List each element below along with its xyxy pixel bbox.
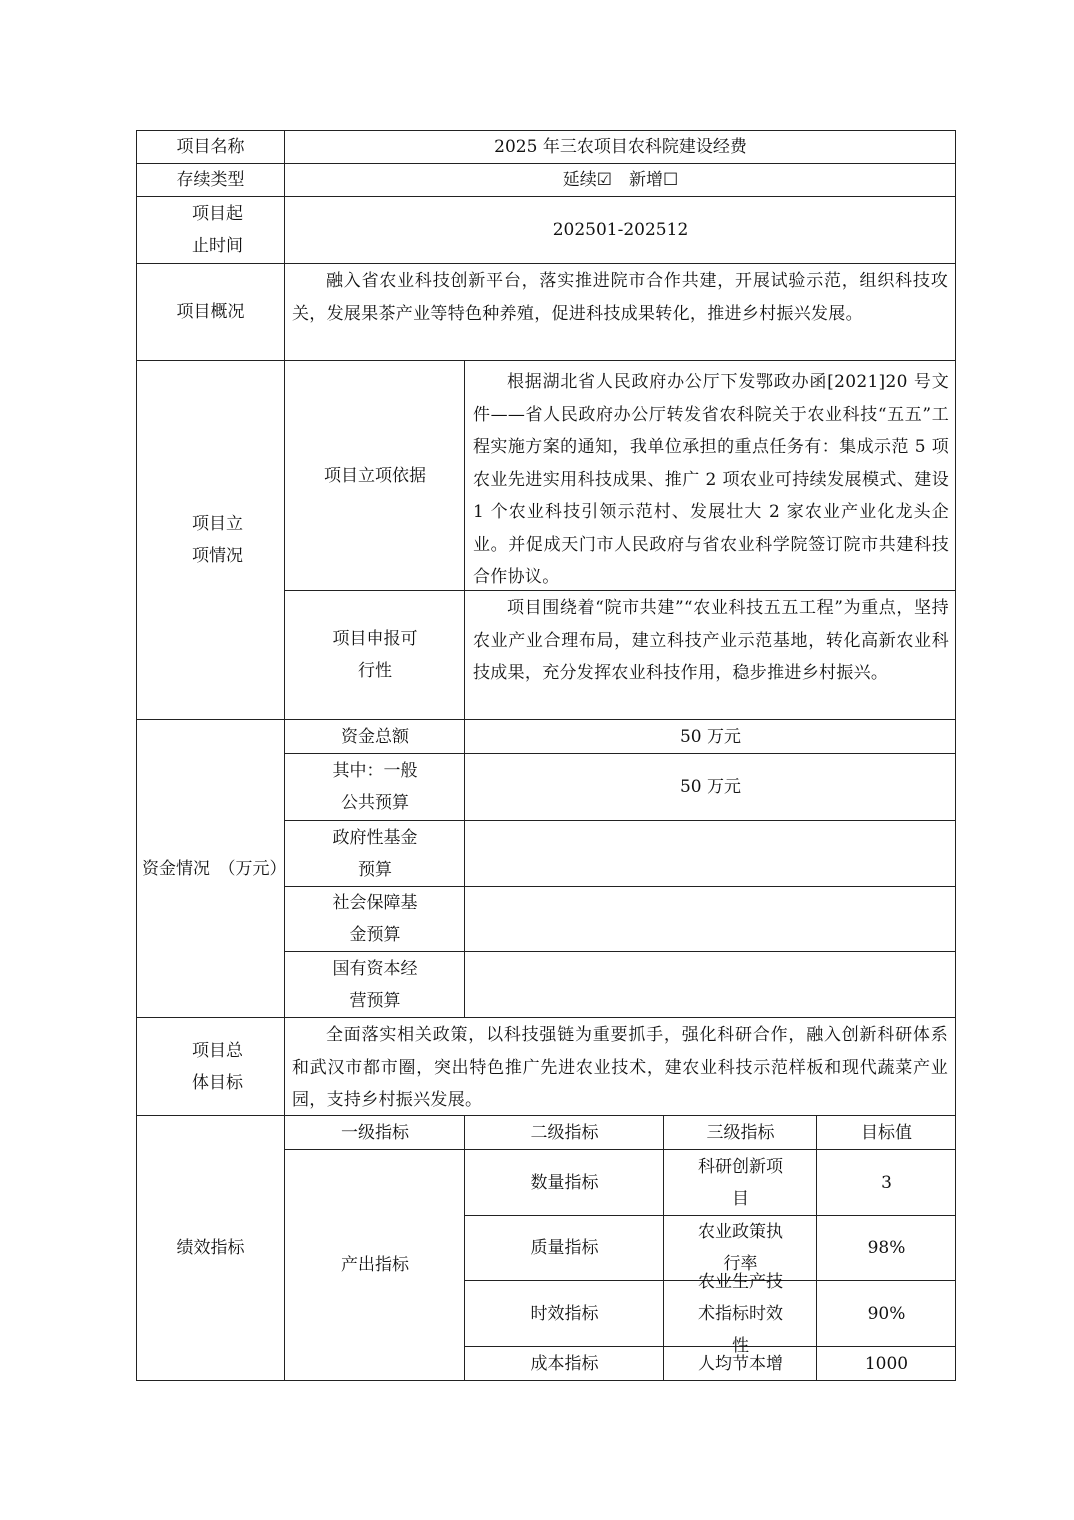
- level1-output: 产出指标: [341, 1255, 409, 1275]
- funding-row-value: [465, 820, 956, 887]
- level2-cell: 成本指标: [530, 1353, 599, 1374]
- basis-label: 项目立项依据: [324, 465, 426, 486]
- funding-row-label: 资金总额: [341, 726, 409, 747]
- funding-row-value: 50 万元: [679, 777, 742, 797]
- funding-row-label: 政府性基金预算: [332, 827, 418, 880]
- level3-cell: 科研创新项目: [698, 1156, 783, 1209]
- target-cell: 90%: [867, 1303, 906, 1324]
- funding-row-value: [465, 951, 956, 1018]
- project-name-label: 项目名称: [176, 137, 245, 157]
- funding-row-label: 社会保障基金预算: [332, 893, 418, 945]
- header-level1: 一级指标: [341, 1122, 409, 1143]
- feasibility-text: 项目围绕着“院市共建”“农业科技五五工程”为重点，坚持农业产业合理布局，建立科技产业示范基地，转化高新农业科技成果，充分发挥农业科技作用，稳步推进乡村振兴。: [473, 598, 949, 683]
- period-label: 项目起止时间: [192, 204, 243, 256]
- header-level2: 二级指标: [530, 1122, 599, 1143]
- target-cell: 1000: [864, 1353, 909, 1374]
- project-table: [136, 130, 956, 1381]
- establishment-label: 项目立项情况: [192, 514, 243, 566]
- funding-row-label: 其中：一般公共预算: [332, 761, 418, 813]
- level2-cell: 数量指标: [530, 1172, 599, 1193]
- level3-cell: 农业政策执行率: [698, 1222, 783, 1274]
- goal-text: 全面落实相关政策，以科技强链为重要抓手，强化科研合作，融入创新科研体系和武汉市都市圈，突出特色推广先进农业技术，建农业科技示范样板和现代蔬菜产业园，支持乡村振兴发展。: [292, 1025, 948, 1110]
- goal-label: 项目总体目标: [192, 1040, 243, 1093]
- funding-row-value: 50 万元: [679, 726, 742, 747]
- continuation-type-label: 存续类型: [176, 170, 245, 190]
- project-name-value: 2025 年三农项目农科院建设经费: [494, 137, 747, 157]
- feasibility-label: 项目申报可行性: [332, 629, 418, 681]
- level3-cell: 农业生产技术指标时效性: [698, 1271, 783, 1356]
- level2-cell: 时效指标: [530, 1303, 599, 1324]
- header-level3: 三级指标: [706, 1122, 775, 1143]
- continuation-type-value: 延续☑ 新增☐: [562, 170, 679, 190]
- target-cell: 3: [881, 1172, 892, 1193]
- header-target: 目标值: [861, 1122, 912, 1143]
- funding-label: 资金情况 （万元）: [142, 858, 287, 879]
- target-cell: 98%: [867, 1238, 906, 1258]
- level2-cell: 质量指标: [530, 1238, 599, 1258]
- overview-text: 融入省农业科技创新平台，落实推进院市合作共建，开展试验示范，组织科技攻关，发展果茶产业等特色种养殖，促进科技成果转化，推进乡村振兴发展。: [292, 271, 948, 324]
- performance-label: 绩效指标: [176, 1238, 245, 1258]
- overview-label: 项目概况: [176, 302, 245, 322]
- period-value: 202501-202512: [552, 220, 689, 240]
- level3-cell: 人均节本增: [698, 1353, 783, 1374]
- funding-row-label: 国有资本经营预算: [332, 958, 418, 1011]
- basis-text: 根据湖北省人民政府办公厅下发鄂政办函[2021]20 号文件——省人民政府办公厅转发省农科院关于农业科技“五五”工程实施方案的通知，我单位承担的重点任务有：集成示范 5 项农业先进实用科技成果、推广 2 项农业可持续发展模式、建设 1 个农业科技引领示范村、发展壮大 2 家农业产业化龙头企业。并促成天门市人民政府与省农业科学院签订院市共建科技合作协议。: [473, 372, 949, 587]
- funding-row-value: [465, 886, 956, 952]
